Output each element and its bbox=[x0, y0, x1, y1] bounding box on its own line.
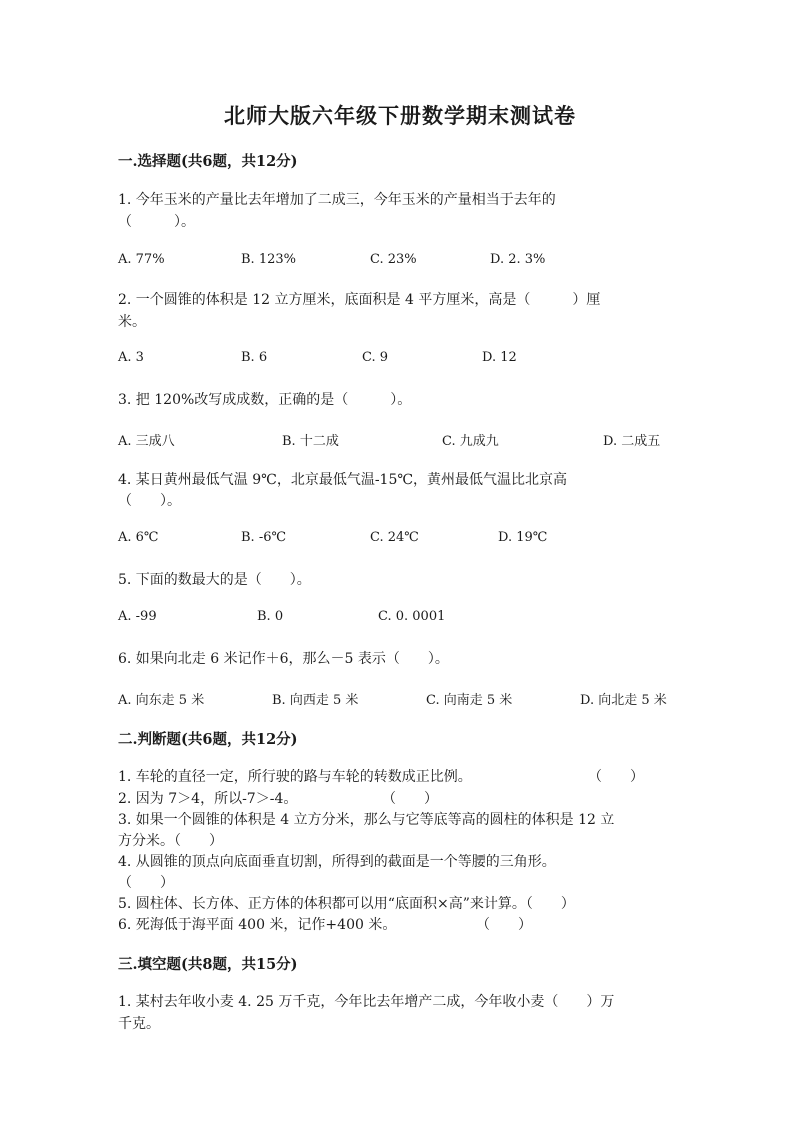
judge-item: 6. 死海低于海平面 400 米，记作+400 米。 bbox=[118, 917, 397, 933]
option-a: A. 向东走 5 米 bbox=[118, 693, 205, 708]
section-heading-judge: 二.判断题(共6题，共12分) bbox=[118, 731, 298, 748]
question-line: 千克。 bbox=[118, 1016, 160, 1032]
option-c: C. 九成九 bbox=[442, 434, 499, 449]
question-line: 2. 一个圆锥的体积是 12 立方厘米，底面积是 4 平方厘米，高是（ ）厘 bbox=[118, 292, 601, 308]
option-b: B. 十二成 bbox=[282, 434, 339, 449]
page-title: 北师大版六年级下册数学期末测试卷 bbox=[224, 103, 576, 128]
question-line: 6. 如果向北走 6 米记作＋6，那么－5 表示（ ）。 bbox=[118, 651, 449, 667]
judge-item: 5. 圆柱体、长方体、正方体的体积都可以用“底面积×高”来计算。（ ） bbox=[118, 896, 575, 912]
question-line: （ ）。 bbox=[118, 214, 195, 230]
option-c: C. 9 bbox=[362, 350, 389, 365]
question-line: 1. 某村去年收小麦 4. 25 万千克，今年比去年增产二成，今年收小麦（ ）万 bbox=[118, 994, 615, 1010]
judge-item: 4. 从圆锥的顶点向底面垂直切割，所得到的截面是一个等腰的三角形。 bbox=[118, 854, 556, 870]
option-a: A. 77% bbox=[118, 252, 165, 267]
judge-item: 3. 如果一个圆锥的体积是 4 立方分米，那么与它等底等高的圆柱的体积是 12 立 bbox=[118, 812, 615, 828]
question-line: 3. 把 120%改写成成数，正确的是（ ）。 bbox=[118, 392, 412, 408]
option-c: C. 0. 0001 bbox=[378, 609, 446, 624]
judge-item: 1. 车轮的直径一定，所行驶的路与车轮的转数成正比例。 bbox=[118, 769, 472, 785]
section-heading-fill: 三.填空题(共8题，共15分) bbox=[118, 956, 298, 973]
judge-paren: （ ） bbox=[476, 917, 532, 933]
section-heading-choice: 一.选择题(共6题，共12分) bbox=[118, 153, 298, 170]
option-c: C. 23% bbox=[370, 252, 417, 267]
option-b: B. 123% bbox=[241, 252, 296, 267]
question-line: 5. 下面的数最大的是（ ）。 bbox=[118, 572, 311, 588]
judge-item-cont: （ ） bbox=[118, 875, 174, 891]
question-line: 4. 某日黄州最低气温 9℃，北京最低气温-15℃，黄州最低气温比北京高 bbox=[118, 472, 568, 488]
option-b: B. -6℃ bbox=[241, 530, 287, 545]
option-a: A. 三成八 bbox=[118, 434, 175, 449]
option-c: C. 向南走 5 米 bbox=[426, 693, 513, 708]
option-a: A. 3 bbox=[118, 350, 144, 365]
question-line: 1. 今年玉米的产量比去年增加了二成三，今年玉米的产量相当于去年的 bbox=[118, 192, 556, 208]
option-d: D. 二成五 bbox=[603, 434, 661, 449]
option-d: D. 2. 3% bbox=[490, 252, 546, 267]
judge-paren: （ ） bbox=[588, 769, 644, 785]
option-d: D. 12 bbox=[482, 350, 517, 365]
option-d: D. 向北走 5 米 bbox=[580, 693, 667, 708]
judge-item: 2. 因为 7＞4，所以-7＞-4。 bbox=[118, 791, 298, 807]
option-b: B. 6 bbox=[241, 350, 268, 365]
option-b: B. 0 bbox=[257, 609, 284, 624]
option-a: A. -99 bbox=[118, 609, 157, 624]
question-line: （ ）。 bbox=[118, 493, 181, 509]
judge-paren: （ ） bbox=[382, 791, 438, 807]
judge-item-cont: 方分米。（ ） bbox=[118, 833, 223, 849]
option-c: C. 24℃ bbox=[370, 530, 419, 545]
question-line: 米。 bbox=[118, 314, 146, 330]
option-d: D. 19℃ bbox=[498, 530, 548, 545]
option-b: B. 向西走 5 米 bbox=[272, 693, 359, 708]
option-a: A. 6℃ bbox=[118, 530, 159, 545]
